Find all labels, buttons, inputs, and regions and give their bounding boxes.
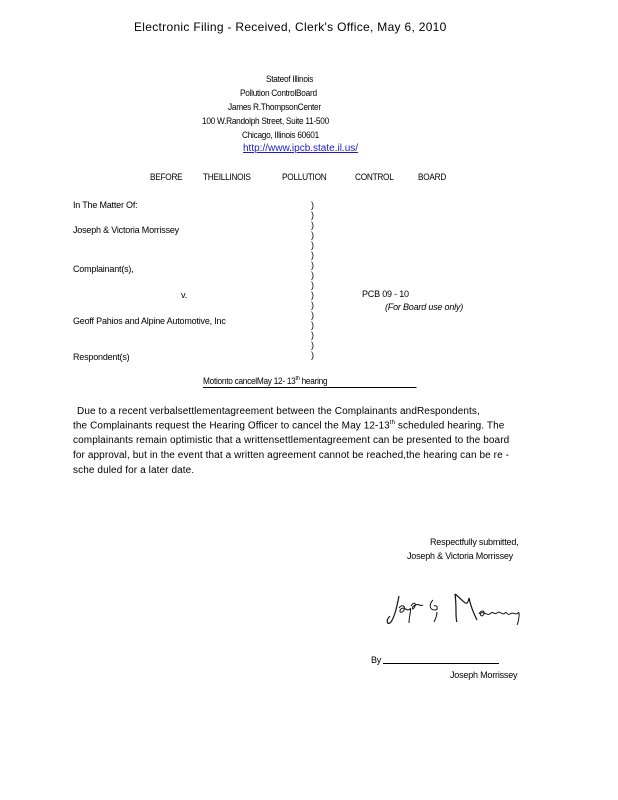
paren: ) (311, 220, 314, 230)
paren: ) (311, 340, 314, 350)
parenthesis-column (311, 200, 314, 360)
signature-line (383, 654, 499, 664)
paren: ) (311, 270, 314, 280)
filing-stamp: Electronic Filing - Received, Clerk's Office, May 6, 2010 (134, 20, 447, 34)
paren: ) (311, 300, 314, 310)
agency-state: Stateof Illinois (266, 74, 314, 84)
agency-building: James R.ThompsonCenter (228, 102, 321, 112)
signer-name: Joseph Morrissey (450, 670, 518, 680)
body-line-2-sup: th (389, 420, 396, 426)
paren: ) (311, 280, 314, 290)
caption-control: CONTROL (355, 172, 394, 182)
motion-title-sup: th (295, 376, 300, 382)
complainant-names: Joseph & Victoria Morrissey (73, 225, 179, 235)
paren: ) (311, 240, 314, 250)
body-line-4: for approval, but in the event that a written agreement cannot be reached,the hearing can be re - (73, 450, 510, 461)
caption-board: BOARD (418, 172, 447, 182)
body-line-3: complainants remain optimistic that a writtensettlementagreement can be presented to the board (73, 435, 510, 446)
motion-title (203, 376, 416, 388)
case-number: PCB 09 - 10 (362, 289, 409, 299)
paren: ) (311, 290, 314, 300)
versus-label: v. (181, 290, 187, 300)
motion-title-hearing: hearing (301, 376, 328, 386)
body-line-5: sche duled for a later date. (73, 465, 195, 476)
by-label: By (371, 655, 382, 665)
respectfully-submitted: Respectfully submitted, (430, 537, 519, 547)
paren: ) (311, 250, 314, 260)
paren: ) (311, 260, 314, 270)
body-line-2a: the Complainants request the Hearing Officer to cancel the May 12-13 (73, 420, 390, 432)
complainant-role: Complainant(s), (73, 264, 134, 274)
body-line-1: Due to a recent verbalsettlementagreement between the Complainants andRespondents, (77, 406, 480, 417)
agency-street: 100 W.Randolph Street, Suite 11-500 (202, 116, 329, 126)
paren: ) (311, 330, 314, 340)
caption-the-illinois: THEILLINOIS (203, 172, 251, 182)
motion-title-text: Motionto cancelMay 12- 13 (203, 376, 296, 386)
submitter-names: Joseph & Victoria Morrissey (407, 551, 513, 561)
board-use-note: (For Board use only) (385, 302, 464, 312)
paren: ) (311, 320, 314, 330)
paren: ) (311, 200, 314, 210)
caption-before: BEFORE (150, 172, 183, 182)
body-line-2 (73, 420, 504, 431)
body-line-2b: scheduled hearing. The (397, 420, 505, 432)
agency-name: Pollution ControlBoard (240, 88, 317, 98)
matter-label: In The Matter Of: (73, 200, 138, 210)
caption-pollution: POLLUTION (282, 172, 327, 182)
signature-image (385, 588, 535, 630)
paren: ) (311, 310, 314, 320)
agency-website-link[interactable]: http://www.ipcb.state.il.us/ (243, 143, 359, 154)
agency-city: Chicago, Illinois 60601 (242, 130, 319, 140)
respondent-names: Geoff Pahios and Alpine Automotive, Inc (73, 316, 226, 326)
respondent-role: Respondent(s) (73, 352, 130, 362)
paren: ) (311, 230, 314, 240)
paren: ) (311, 350, 314, 360)
paren: ) (311, 210, 314, 220)
